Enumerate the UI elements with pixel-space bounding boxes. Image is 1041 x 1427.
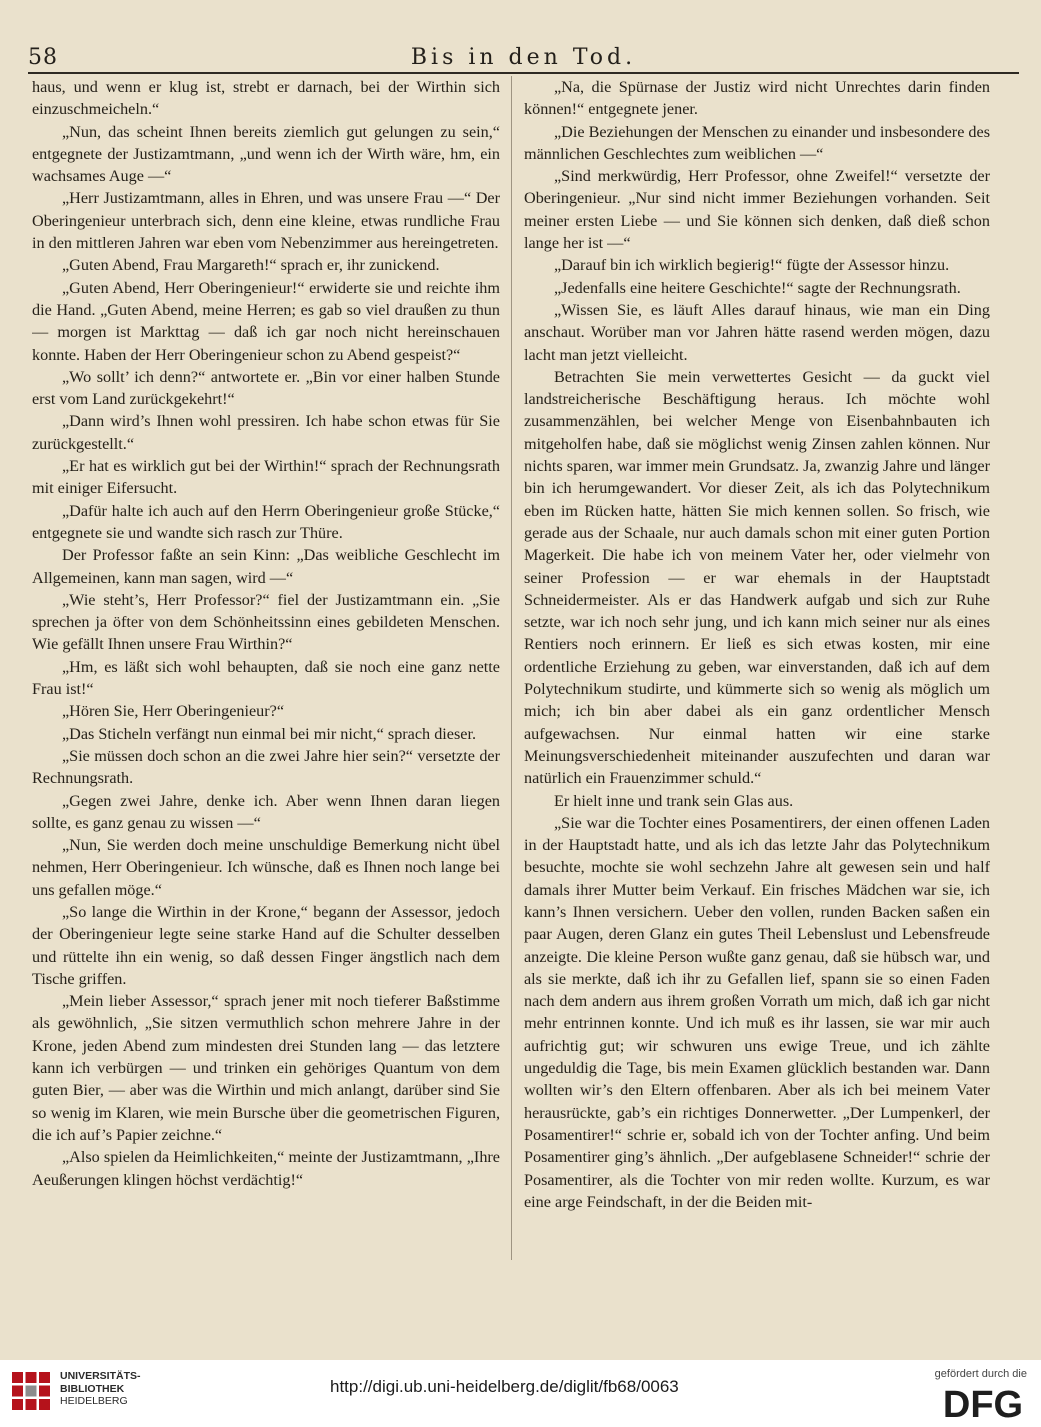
dfg-logo-text: DFG xyxy=(942,1384,1024,1422)
page-header xyxy=(28,36,1019,70)
university-library-logo-icon xyxy=(8,1368,54,1414)
paragraph: „Wissen Sie, es läuft Alles darauf hinaus, wie man ein Ding anschaut. Worüber man vor Jahren hätte rasend werden mögen, dazu lacht man jetzt vielleicht. xyxy=(524,300,990,364)
paragraph: „Die Beziehungen der Menschen zu einander und insbesondere des männlichen Geschlechtes zum weiblichen —“ xyxy=(524,122,990,163)
viewer-footer xyxy=(0,1360,1041,1427)
paragraph: „Darauf bin ich wirklich begierig!“ fügte der Assessor hinzu. xyxy=(554,256,950,275)
paragraph: „Also spielen da Heimlichkeiten,“ meinte der Justizamtmann, „Ihre Aeußerungen klingen höchst verdächtig!“ xyxy=(32,1148,500,1189)
paragraph: haus, und wenn er klug ist, strebt er darnach, bei der Wirthin sich einzuschmeicheln.“ xyxy=(32,78,500,119)
paragraph: „Dafür halte ich auch auf den Herrn Oberingenieur große Stücke,“ entgegnete sie und wandte sich rasch zur Thüre. xyxy=(32,501,500,542)
dfg-logo-icon xyxy=(939,1384,1027,1422)
header-rule xyxy=(28,72,1019,74)
paragraph: „Er hat es wirklich gut bei der Wirthin!“ sprach der Rechnungsrath mit einiger Eifersucht. xyxy=(32,457,500,498)
institution-line: BIBLIOTHEK xyxy=(60,1382,125,1395)
running-title: Bis in den Tod. xyxy=(410,45,637,70)
institution-line: HEIDELBERG xyxy=(60,1395,128,1407)
left-text-column xyxy=(32,76,500,1260)
paragraph: „Sie war die Tochter eines Posamentirers, der einen offenen Laden in der Hauptstadt hatte, und als ich das letzte Jahr das Polytechnikum besuchte, mochte sie wohl sechzehn Jahre alt gewesen sein und half damals ihrer Mutter beim Verkauf. Ein frisches Mädchen war sie, ich kann’s Ihnen versichern. Ueber den vollen, runden Backen saßen ein paar Augen, deren Glanz ein gutes Theil Lebenslust und Lebensfreude anzeigte. Die kleine Person wußte ganz genau, daß sie hübsch war, und als sie merkte, daß ich ihr zu Gefallen lief, spann sie so einen Faden nach dem andern aus ihrem großen Vorrath um mich, daß ich gar nicht mehr entrinnen konnte. Und ich muß es ihr lassen, sie war mir auch aufrichtig gut; wir schwuren uns ewige Treue, und ich zählte ungeduldig die Tage, bis mein Examen glücklich bestanden war. Dann wollten wir’s den Eltern offenbaren. Aber als ich bei meinem Vater herausrückte, gab’s ein richtiges Donnerwetter. „Der Lumpenkerl, der Posamentirer!“ schrie er, sobald ich von der Tochter anfing. Und beim Posamentirer ging’s ähnlich. „Der aufgeblasene Schneider!“ schrie der Posamentirer, als die Tochter von mir reden wollte. Kurzum, es war eine arge Feindschaft, in der die Beiden mit- xyxy=(524,813,990,1211)
paragraph: Er hielt inne und trank sein Glas aus. xyxy=(554,791,794,810)
paragraph: „Nun, Sie werden doch meine unschuldige Bemerkung nicht übel nehmen, Herr Oberingenieur. Ich wünsche, daß es Ihnen noch lange bei uns gefallen möge.“ xyxy=(32,836,500,899)
paragraph: „Dann wird’s Ihnen wohl pressiren. Ich habe schon etwas für Sie zurückgestellt.“ xyxy=(32,412,500,453)
right-text-column xyxy=(524,76,990,1260)
paragraph: Der Professor faßte an sein Kinn: „Das weibliche Geschlecht im Allgemeinen, kann man sagen, wird —“ xyxy=(32,546,500,587)
page-number: 58 xyxy=(28,45,58,70)
paragraph: „Wie steht’s, Herr Professor?“ fiel der Justizamtmann ein. „Sie sprechen ja öfter von dem Schönheitssinn eines gebildeten Menschen. Wie gefällt Ihnen unsere Frau Wirthin?“ xyxy=(32,590,500,654)
institution-name xyxy=(60,1370,141,1408)
paragraph: „So lange die Wirthin in der Krone,“ begann der Assessor, jedoch der Oberingenieur legte seine starke Hand auf die Schulter desselben und rüttelte ihn ein wenig, so daß dessen Finger ängstlich nach dem Tische griffen. xyxy=(32,902,500,988)
paragraph: „Guten Abend, Herr Oberingenieur!“ erwiderte sie und reichte ihm die Hand. „Guten Abend, meine Herren; es gab so viel draußen zu thun — morgen ist Markttag — daß ich gar noch nicht hereinschauen konnte. Haben der Herr Oberingenieur schon zu Abend gespeist?“ xyxy=(32,278,500,364)
paragraph: „Wo sollt’ ich denn?“ antwortete er. „Bin vor einer halben Stunde erst vom Land zurückgekehrt!“ xyxy=(32,367,500,409)
paragraph: „Herr Justizamtmann, alles in Ehren, und was unsere Frau —“ Der Oberingenieur unterbrach sich, denn eine kleine, etwas rundliche Frau in den mittleren Jahren war eben vom Nebenzimmer aus hereingetreten. xyxy=(32,189,500,253)
paragraph: Betrachten Sie mein verwettertes Gesicht — da guckt viel landstreicherische Beschäftigung heraus. Ich möchte wohl zusammenzählen, bei welcher Menge von Eisenbahnbauten ich mitgeholfen habe, daß sie möglichst wenig Zinsen zahlen können. Nur nichts sparen, war immer mein Grundsatz. Ja, zwanzig Jahre und länger bin ich herumgewandert. Vor dieser Zeit, als ich das Polytechnikum eben im Rücken hatte, hätten Sie mich kennen sollen. So frisch, wie gerade aus der Schaale, nur auch damals schon mit einer guten Portion Magerkeit. Die habe ich von meinem Vater her, oder vielmehr von seiner Profession — er war ehemals in der Hauptstadt Schneidermeister. Als er das Handwerk aufgab und sich zur Ruhe setzte, war ich noch sehr jung, und ich kann mich seiner nur als eines Rentiers noch erinnern. Er ließ es sich etwas kosten, mir eine ordentliche Erziehung zu geben, war einverstanden, daß ich auf dem Polytechnikum studirte, und kümmerte sich so wenig als möglich um mich; ich bin aber dabei als ein ganz ordentlicher Mensch aufgewachsen. Nur einmal hatten wir eine starke Meinungsverschiedenheit miteinander auszufechten und daran war natürlich ein Frauenzimmer schuld.“ xyxy=(524,367,990,788)
column-divider xyxy=(511,76,512,1260)
paragraph: „Na, die Spürnase der Justiz wird nicht Unrechtes darin finden können!“ entgegnete jener. xyxy=(524,78,990,119)
paragraph: „Nun, das scheint Ihnen bereits ziemlich gut gelungen zu sein,“ entgegnete der Justizamtmann, „und wenn ich der Wirth wäre, hm, ein wachsames Auge —“ xyxy=(32,122,500,186)
institution-line: UNIVERSITÄTS- xyxy=(60,1370,141,1382)
paragraph: „Guten Abend, Frau Margareth!“ sprach er, ihr zunickend. xyxy=(62,256,440,275)
paragraph: „Das Sticheln verfängt nun einmal bei mir nicht,“ sprach dieser. xyxy=(62,724,476,743)
paragraph: „Sie müssen doch schon an die zwei Jahre hier sein?“ versetzte der Rechnungsrath. xyxy=(32,746,500,788)
paragraph: „Sind merkwürdig, Herr Professor, ohne Zweifel!“ versetzte der Oberingenieur. „Nur sind nicht immer Beziehungen vorhanden. Seit meiner ersten Liebe — und Sie können sich denken, daß dieß schon lange her ist —“ xyxy=(524,167,990,253)
paragraph: „Jedenfalls eine heitere Geschichte!“ sagte der Rechnungsrath. xyxy=(554,278,961,297)
paragraph: „Hm, es läßt sich wohl behaupten, daß sie noch eine ganz nette Frau ist!“ xyxy=(32,657,500,699)
permalink-url[interactable]: http://digi.ub.uni-heidelberg.de/diglit/fb68/0063 xyxy=(330,1377,679,1396)
funding-note: gefördert durch die xyxy=(934,1368,1027,1380)
paragraph: „Hören Sie, Herr Oberingenieur?“ xyxy=(62,702,285,721)
paragraph: „Mein lieber Assessor,“ sprach jener mit noch tieferer Baßstimme als gewöhnlich, „Sie sitzen vermuthlich schon mehrere Jahre in der Krone, jeden Abend zum mindesten drei Stunden lang — das letztere kann ich verbürgen — und trinken ein gehöriges Quantum von dem guten Bier, — aber was die Wirthin und mich anlangt, darüber sind Sie so wenig im Klaren, wie mein Bursche über die geometrischen Figuren, die ich auf’s Papier zeichne.“ xyxy=(32,992,500,1144)
paragraph: „Gegen zwei Jahre, denke ich. Aber wenn Ihnen daran liegen sollte, es ganz genau zu wissen —“ xyxy=(32,791,500,832)
